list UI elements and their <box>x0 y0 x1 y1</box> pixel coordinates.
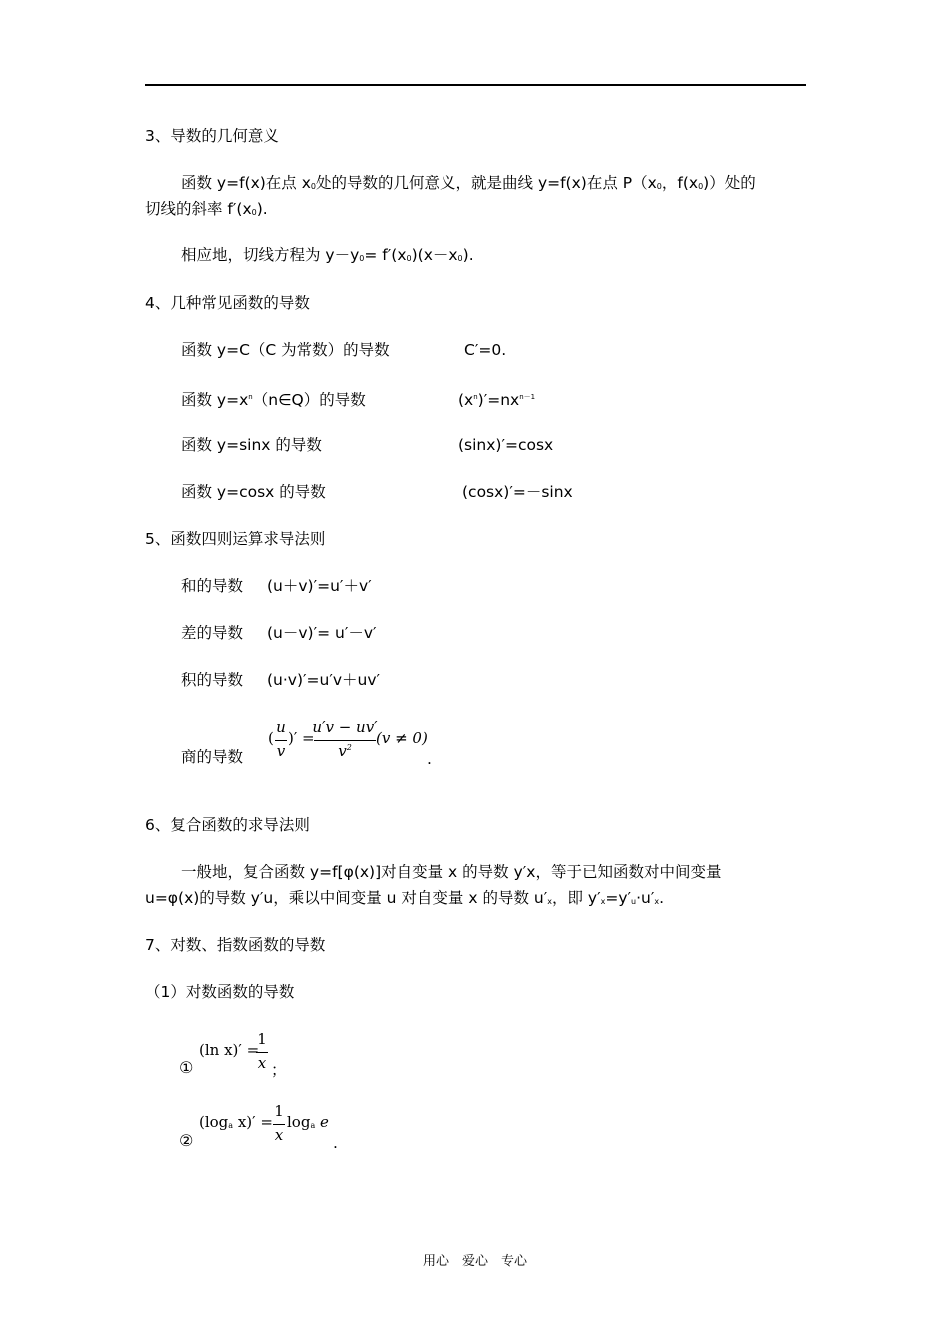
formula-1-marker: ① <box>179 1058 194 1077</box>
derivative-cos-formula: (cosx)′=－sinx <box>462 483 573 501</box>
log-fraction-bar <box>273 1124 285 1125</box>
derivative-sin-label: 函数 y=sinx 的导数 <box>181 436 322 454</box>
section-4-heading: 4、几种常见函数的导数 <box>145 294 310 312</box>
log-denominator: x <box>274 1126 284 1144</box>
derivative-constant-label: 函数 y=C（C 为常数）的导数 <box>181 341 390 359</box>
ln-fraction-bar <box>256 1052 268 1053</box>
formula-1-end: ； <box>271 1061 287 1079</box>
difference-rule-formula: (u－v)′= u′－v′ <box>267 624 377 642</box>
quotient-v: v <box>276 742 286 760</box>
sum-rule-formula: (u＋v)′=u′＋v′ <box>267 577 372 595</box>
derivative-constant-formula: C′=0. <box>464 341 507 359</box>
ln-numerator: 1 <box>257 1030 267 1048</box>
quotient-bar-1 <box>275 740 287 741</box>
chain-rule-line-1: 一般地，复合函数 y=f[φ(x)]对自变量 x 的导数 y′x，等于已知函数对中间变量 <box>181 863 722 881</box>
product-rule-formula: (u·v)′=u′v＋uv′ <box>267 671 381 689</box>
quotient-paren-left: ( <box>268 729 274 747</box>
section-3-paragraph-1: 函数 y=f(x)在点 x0处的导数的几何意义，就是曲线 y=f(x)在点 P（x0，f(x0)）处的 <box>181 174 756 192</box>
section-3-heading: 3、导数的几何意义 <box>145 127 279 145</box>
section-6-heading: 6、复合函数的求导法则 <box>145 816 310 834</box>
derivative-sin-formula: (sinx)′=cosx <box>458 436 554 454</box>
derivative-power-label: 函数 $y=x^n(n\in Q)$的导数 <box>181 391 366 409</box>
formula-2-end: . <box>333 1134 338 1152</box>
ln-derivative-formula <box>199 1030 279 1078</box>
quotient-bar-2 <box>314 740 376 741</box>
section-3-paragraph-1-cont: 切线的斜率 f′(x0). <box>145 200 268 218</box>
chain-rule-line-2: u=φ(x)的导数 y′u，乘以中间变量 u 对自变量 x 的导数 u′x，即 y′x=y′u·u′x. <box>145 889 665 907</box>
quotient-condition: (v ≠ 0) <box>376 729 428 747</box>
section-5-heading: 5、函数四则运算求导法则 <box>145 530 326 548</box>
ln-lhs: (ln x)′ = <box>199 1041 260 1059</box>
derivative-power-formula: $(x^n)'=nx^{n-1}$ <box>458 391 536 409</box>
section-7-subheading: （1）对数函数的导数 <box>145 983 295 1001</box>
quotient-u: u <box>276 718 286 736</box>
derivative-cos-label: 函数 y=cosx 的导数 <box>181 483 326 501</box>
quotient-paren-right: )′ = <box>288 729 315 747</box>
quotient-rule-label: 商的导数 <box>181 748 244 766</box>
quotient-numerator: u′v − uv′ <box>312 718 378 736</box>
formula-2-marker: ② <box>179 1131 194 1150</box>
difference-rule-label: 差的导数 <box>181 624 244 642</box>
log-derivative-formula <box>199 1102 339 1150</box>
section-7-heading: 7、对数、指数函数的导数 <box>145 936 326 954</box>
quotient-denominator: $v^2$ <box>338 742 352 760</box>
log-numerator: 1 <box>274 1102 284 1120</box>
ln-denominator: x <box>257 1054 267 1072</box>
log-rhs: loga e <box>287 1113 329 1131</box>
quotient-end-period: . <box>427 750 432 768</box>
product-rule-label: 积的导数 <box>181 671 244 689</box>
sum-rule-label: 和的导数 <box>181 577 244 595</box>
page-footer: 用心 爱心 专心 <box>422 1254 527 1269</box>
quotient-rule-formula <box>268 718 438 768</box>
section-3-tangent-equation: 相应地，切线方程为 y－y0= f′(x0)(x－x0). <box>181 246 474 264</box>
log-lhs: (loga x)′ = <box>199 1113 273 1131</box>
header-rule <box>145 84 806 86</box>
